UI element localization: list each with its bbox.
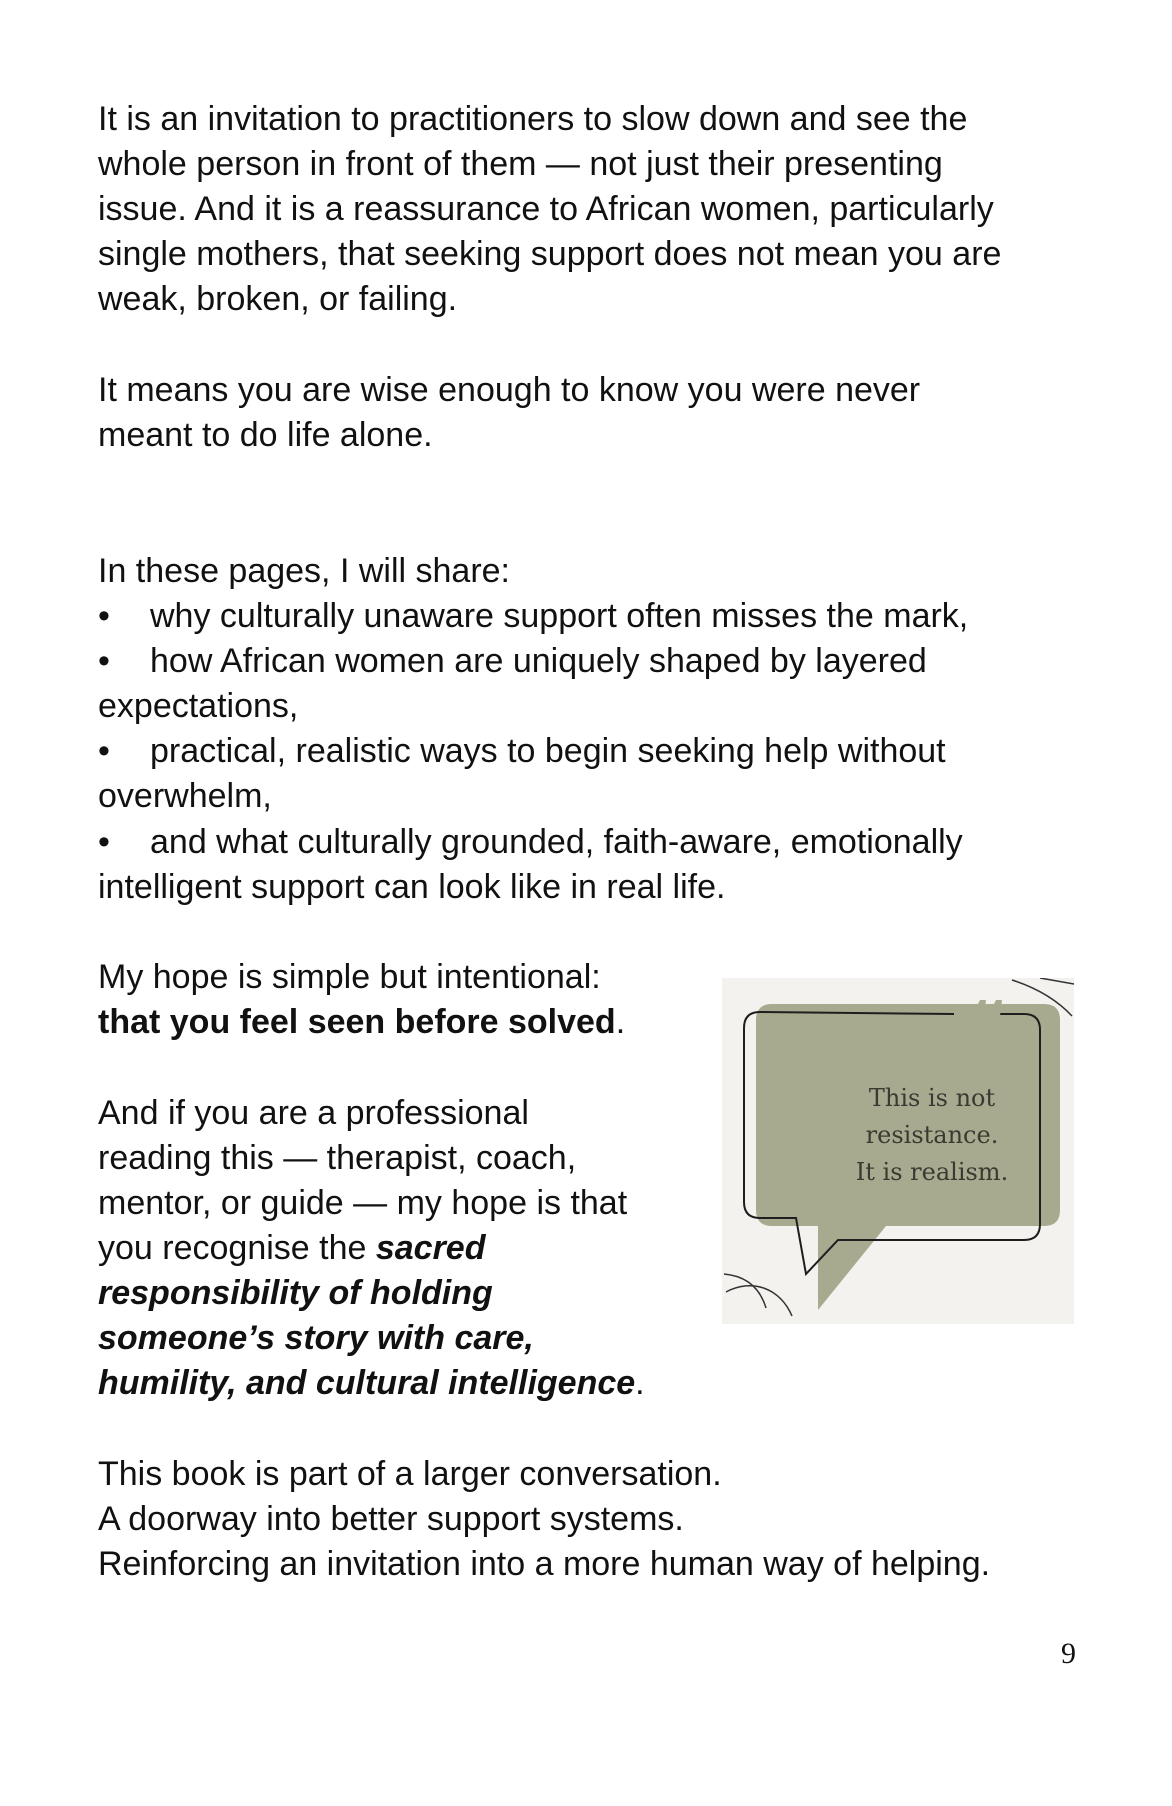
bullet-icon: • bbox=[98, 597, 110, 635]
share-item-2-continued: expectations, bbox=[98, 687, 299, 725]
professional-line-2: reading this — therapist, coach, bbox=[98, 1139, 577, 1177]
professional-emphasis-end: humility, and cultural intelligence bbox=[98, 1364, 636, 1402]
closing-line-1: This book is part of a larger conversation. bbox=[98, 1455, 722, 1493]
share-item-4 bbox=[98, 820, 963, 865]
professional-emphasis-line-2: someone’s story with care, bbox=[98, 1319, 534, 1357]
hope-line-1: My hope is simple but intentional: bbox=[98, 958, 601, 996]
share-item-2 bbox=[98, 639, 927, 684]
bullet-icon: • bbox=[98, 732, 110, 770]
share-item-4-continued: intelligent support can look like in real life. bbox=[98, 868, 726, 906]
quote-card bbox=[722, 978, 1074, 1324]
share-item-3 bbox=[98, 729, 946, 774]
quote-line-2: resistance. bbox=[865, 1121, 999, 1149]
intro-line-2: whole person in front of them — not just their presenting bbox=[98, 145, 943, 183]
decorative-line-top bbox=[1040, 978, 1074, 984]
intro-line-4: single mothers, that seeking support does not mean you are bbox=[98, 235, 1002, 273]
share-item-2-text: how African women are uniquely shaped by layered bbox=[150, 642, 927, 680]
closing-line-3: Reinforcing an invitation into a more human way of helping. bbox=[98, 1545, 991, 1583]
professional-period: . bbox=[635, 1364, 645, 1402]
professional-line-4 bbox=[98, 1226, 485, 1271]
decorative-arc-bottom bbox=[726, 1286, 792, 1316]
bullet-icon: • bbox=[98, 823, 110, 861]
professional-emphasis-start: sacred bbox=[375, 1229, 486, 1267]
hope-period: . bbox=[615, 1003, 626, 1041]
professional-line-4-plain: you recognise the bbox=[98, 1229, 376, 1267]
page-number: 9 bbox=[1061, 1637, 1076, 1670]
professional-last-line bbox=[98, 1361, 645, 1406]
intro-line-5: weak, broken, or failing. bbox=[98, 280, 458, 318]
wisdom-line-2: meant to do life alone. bbox=[98, 416, 433, 454]
quote-text bbox=[782, 1080, 1074, 1191]
decorative-arc-bottom-2 bbox=[724, 1274, 766, 1308]
bullet-icon: • bbox=[98, 642, 110, 680]
share-item-1-text: why culturally unaware support often misses the mark, bbox=[150, 597, 969, 635]
hope-emphasis: that you feel seen before solved bbox=[98, 1003, 616, 1041]
share-item-4-text: and what culturally grounded, faith-aware, emotionally bbox=[150, 823, 963, 861]
quote-line-3: It is realism. bbox=[855, 1158, 1009, 1186]
wisdom-line-1: It means you are wise enough to know you were never bbox=[98, 371, 921, 409]
hope-line-2 bbox=[98, 1000, 625, 1045]
share-item-1 bbox=[98, 594, 968, 639]
intro-line-3: issue. And it is a reassurance to African women, particularly bbox=[98, 190, 994, 228]
share-item-3-continued: overwhelm, bbox=[98, 777, 272, 815]
professional-line-1: And if you are a professional bbox=[98, 1094, 529, 1132]
share-item-3-text: practical, realistic ways to begin seeking help without bbox=[150, 732, 946, 770]
closing-line-2: A doorway into better support systems. bbox=[98, 1500, 684, 1538]
professional-emphasis-line-1: responsibility of holding bbox=[98, 1274, 493, 1312]
share-heading: In these pages, I will share: bbox=[98, 552, 511, 590]
quote-line-1: This is not bbox=[868, 1084, 996, 1112]
professional-line-3: mentor, or guide — my hope is that bbox=[98, 1184, 628, 1222]
intro-line-1: It is an invitation to practitioners to slow down and see the bbox=[98, 100, 968, 138]
